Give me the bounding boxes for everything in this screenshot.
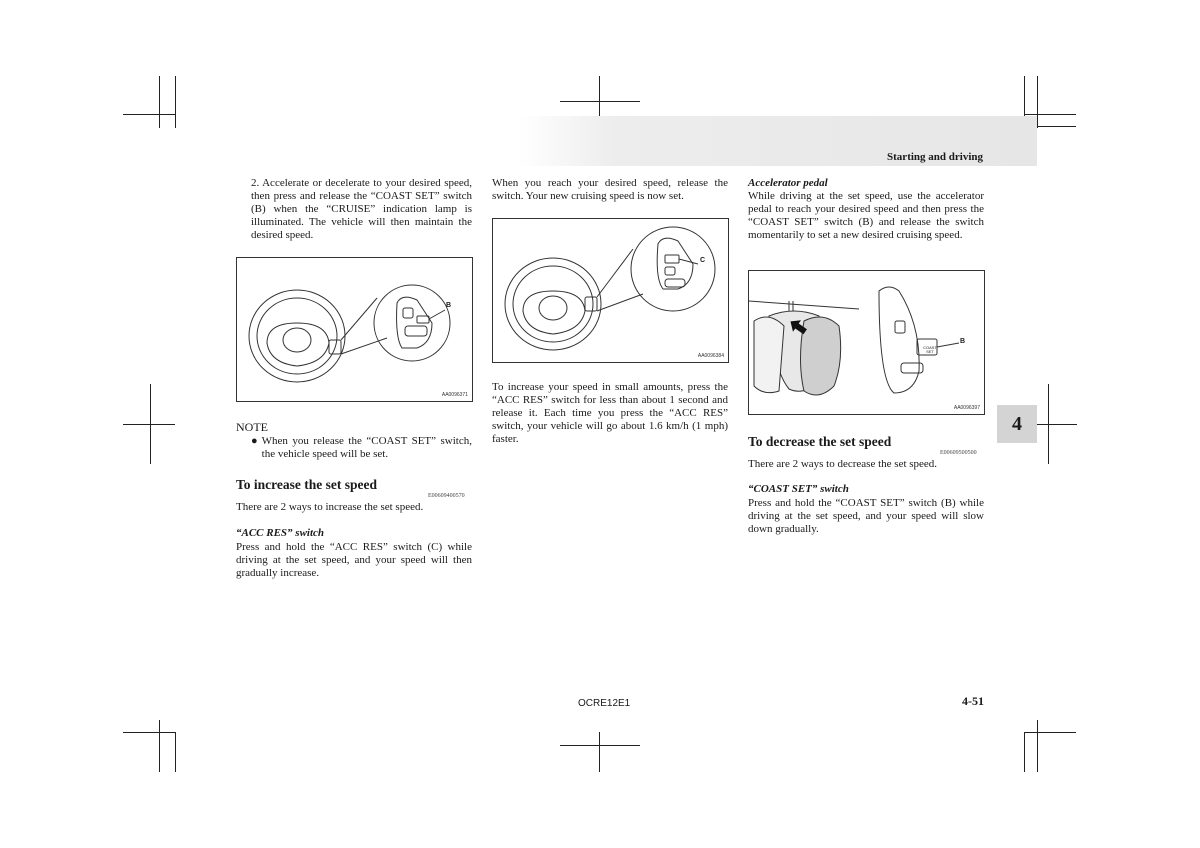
increase-heading-code: E00609400570 xyxy=(428,493,465,499)
figure-steering-c xyxy=(492,218,729,363)
chapter-tab[interactable]: 4 xyxy=(997,405,1037,443)
pedal-and-switch-illustration xyxy=(749,271,984,414)
decrease-intro: There are 2 ways to decrease the set speed. xyxy=(748,458,938,470)
note-title: NOTE xyxy=(236,420,268,434)
figure-steering-b xyxy=(236,257,473,402)
document-code: OCRE12E1 xyxy=(578,698,631,709)
accelerator-pedal-body: While driving at the set speed, use the accelerator pedal to reach your desired speed and then press the “COAST SET” switch (B) and release the switch momentarily to set a new desired cruising speed. xyxy=(748,190,984,241)
bullet-icon: ● xyxy=(251,435,258,447)
callout-b: B xyxy=(960,338,966,345)
figure-code: AA0096397 xyxy=(953,405,980,411)
coast-set-switch-label: COAST SET xyxy=(923,345,937,354)
figure-pedal-coast xyxy=(748,270,985,415)
acc-res-body: Press and hold the “ACC RES” switch (C) while driving at the set speed, and your speed will then gradually increase. xyxy=(236,541,472,579)
increase-heading: To increase the set speed xyxy=(236,477,377,492)
steering-wheel-illustration xyxy=(237,258,472,401)
section-title: Starting and driving xyxy=(887,151,983,163)
decrease-heading-code: E00609500500 xyxy=(940,450,977,456)
increase-intro: There are 2 ways to increase the set speed. xyxy=(236,501,424,513)
callout-b: B xyxy=(446,302,452,309)
decrease-heading: To decrease the set speed xyxy=(748,434,892,449)
acc-res-small-amounts: To increase your speed in small amounts, press the “ACC RES” switch for less than about 1 second and release it. Each time you press the “ACC RES” switch, your vehicle will go about 1.6 km/h (1 mph) faster. xyxy=(492,381,728,445)
release-text: When you reach your desired speed, release the switch. Your new cruising speed is now set. xyxy=(492,177,728,202)
coast-set-subheading: “COAST SET” switch xyxy=(748,483,849,495)
step-2-text: 2. Accelerate or decelerate to your desired speed, then press and release the “COAST SET” switch (B) when the “CRUISE” indication lamp is illuminated. The vehicle will then maintain the desired speed. xyxy=(251,177,472,241)
coast-set-body: Press and hold the “COAST SET” switch (B) while driving at the set speed, and your speed will slow down gradually. xyxy=(748,497,984,535)
decrease-heading-block xyxy=(748,434,984,450)
callout-c: C xyxy=(700,257,706,264)
accelerator-pedal-subheading: Accelerator pedal xyxy=(748,177,828,189)
note-text: When you release the “COAST SET” switch, the vehicle speed will be set. xyxy=(261,435,472,460)
figure-code: AA0096384 xyxy=(697,353,724,359)
acc-res-subheading: “ACC RES” switch xyxy=(236,527,325,539)
note-item xyxy=(251,435,472,461)
figure-code: AA0096371 xyxy=(441,392,468,398)
steering-wheel-acc-illustration xyxy=(493,219,728,362)
increase-heading-block xyxy=(236,477,472,493)
page-number: 4-51 xyxy=(962,694,984,708)
